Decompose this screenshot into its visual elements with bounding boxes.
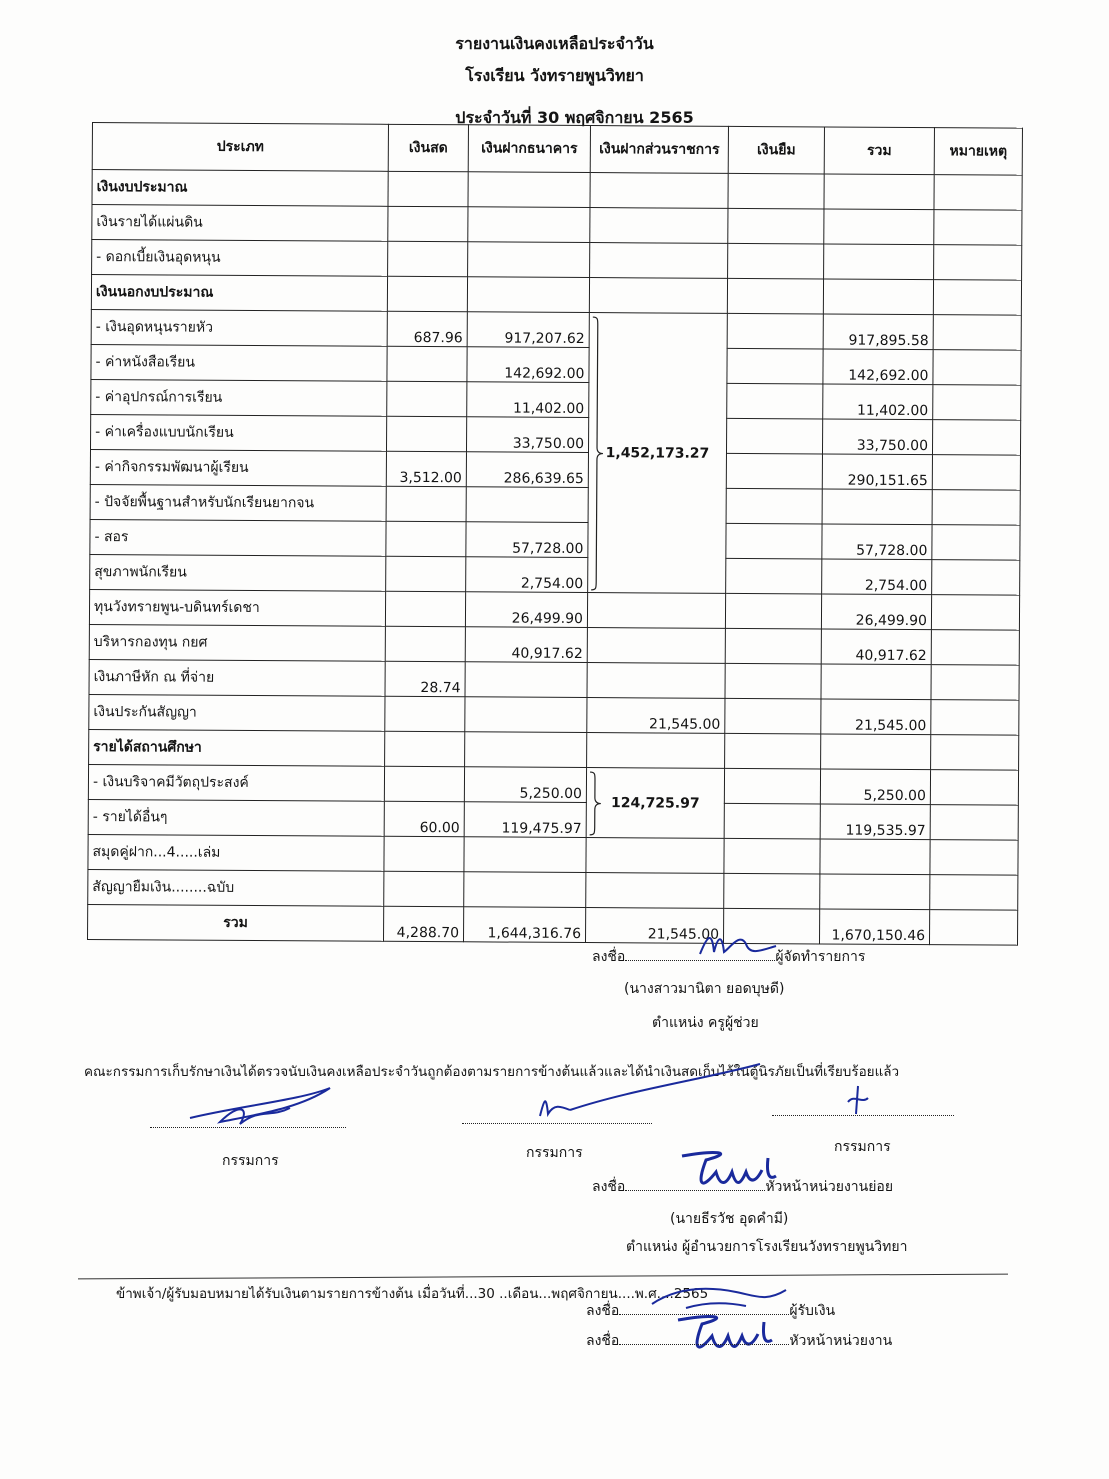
row-label: - ค่าเครื่องแบบนักเรียน bbox=[90, 414, 386, 451]
cell-note bbox=[933, 350, 1021, 386]
cell-bank: 57,728.00 bbox=[466, 522, 588, 558]
cell-total bbox=[824, 244, 934, 280]
cell-cash bbox=[384, 836, 464, 871]
cell-total: 40,917.62 bbox=[821, 629, 931, 665]
cell-bank: 917,207.62 bbox=[467, 312, 589, 348]
cell-bank: 26,499.90 bbox=[465, 592, 587, 628]
cell-note bbox=[932, 420, 1020, 456]
cell-gov bbox=[590, 208, 728, 244]
cell-bank bbox=[466, 487, 588, 523]
table-row bbox=[92, 240, 1022, 281]
cell-loan bbox=[725, 628, 821, 664]
table-row bbox=[88, 764, 1018, 805]
table-row bbox=[89, 659, 1019, 700]
cell-note bbox=[931, 735, 1019, 771]
cell-note bbox=[934, 210, 1022, 246]
cell-total: 57,728.00 bbox=[822, 524, 932, 560]
cell-cash bbox=[385, 591, 465, 626]
cell-loan bbox=[725, 698, 821, 734]
cell-cash bbox=[386, 556, 466, 591]
col-header-type: ประเภท bbox=[92, 123, 388, 172]
cell-note bbox=[930, 875, 1018, 911]
signature-dots bbox=[772, 1115, 954, 1116]
cell-note bbox=[932, 455, 1020, 491]
head-name: (นายธีรวัช อุดคำมี) bbox=[670, 1211, 789, 1227]
cell-loan bbox=[727, 348, 823, 384]
signature-dots bbox=[625, 1190, 765, 1191]
cell-bank bbox=[465, 697, 587, 733]
cell-cash: 60.00 bbox=[384, 801, 464, 836]
cell-loan bbox=[726, 523, 822, 559]
col-header-note: หมายเหตุ bbox=[934, 128, 1022, 176]
row-label: - ค่ากิจกรรมพัฒนาผู้เรียน bbox=[90, 449, 386, 486]
row-label: เงินประกันสัญญา bbox=[89, 694, 385, 731]
cell-loan bbox=[725, 733, 821, 769]
table-row bbox=[89, 694, 1019, 735]
cell-loan bbox=[728, 243, 824, 279]
committee-line-3 bbox=[772, 1104, 954, 1120]
sign-suffix: ผู้จัดทำรายการ bbox=[775, 949, 866, 965]
head-position: ตำแหน่ง ผู้อำนวยการโรงเรียนวังทรายพูนวิทยา bbox=[626, 1239, 908, 1255]
cell-bank bbox=[465, 662, 587, 698]
cell-loan bbox=[727, 383, 823, 419]
col-header-loan: เงินยืม bbox=[728, 126, 824, 174]
cell-bank: 5,250.00 bbox=[464, 767, 586, 803]
row-label: บริหารกองทุน กยศ bbox=[89, 624, 385, 661]
divider bbox=[78, 1274, 1008, 1280]
cell-total bbox=[824, 174, 934, 210]
cell-cash bbox=[386, 416, 466, 451]
table-row bbox=[89, 729, 1019, 770]
row-label: - เงินอุดหนุนรายหัว bbox=[91, 309, 387, 346]
row-label: เงินงบประมาณ bbox=[92, 170, 388, 207]
signature-dots bbox=[150, 1127, 346, 1128]
cell-gov bbox=[590, 173, 728, 209]
total-cash: 4,288.70 bbox=[384, 906, 464, 941]
cell-cash bbox=[384, 871, 464, 906]
sign-prefix: ลงชื่อ bbox=[592, 1179, 626, 1195]
table-row bbox=[89, 624, 1019, 665]
cell-total bbox=[822, 489, 932, 525]
total-bank: 1,644,316.76 bbox=[463, 907, 585, 943]
row-label: เงินรายได้แผ่นดิน bbox=[92, 205, 388, 242]
preparer-name: (นางสาวมานิตา ยอดบุษดี) bbox=[624, 981, 785, 997]
cell-gov bbox=[587, 663, 725, 699]
row-label: - ค่าหนังสือเรียน bbox=[91, 344, 387, 381]
cell-bank: 2,754.00 bbox=[466, 557, 588, 593]
cell-note bbox=[932, 490, 1020, 526]
cell-gov bbox=[586, 838, 724, 874]
cell-loan bbox=[727, 313, 823, 349]
cell-cash bbox=[387, 276, 467, 311]
cell-gov bbox=[589, 278, 727, 314]
cell-gov bbox=[587, 628, 725, 664]
cell-cash bbox=[388, 241, 468, 276]
committee-line-2 bbox=[462, 1112, 652, 1128]
cell-total bbox=[820, 874, 930, 910]
cell-total bbox=[821, 734, 931, 770]
cell-total bbox=[821, 664, 931, 700]
cell-bank: 40,917.62 bbox=[465, 627, 587, 663]
cell-loan bbox=[726, 418, 822, 454]
cell-total: 21,545.00 bbox=[821, 699, 931, 735]
cell-cash bbox=[387, 346, 467, 381]
row-label: - ดอกเบี้ยเงินอุดหนุน bbox=[92, 240, 388, 277]
receipt-statement: ข้าพเจ้า/ผู้รับมอบหมายได้รับเงินตามรายการข้างต้น เมื่อวันที่...30 ..เดือน...พฤศจิกายน....พ.ศ....2565 bbox=[116, 1286, 709, 1302]
total-gov: 21,545.00 bbox=[585, 908, 723, 944]
table-row bbox=[90, 449, 1020, 490]
cell-cash bbox=[388, 171, 468, 206]
table-row bbox=[90, 414, 1020, 455]
report-date: ประจำวันที่ 30 พฤศจิกายน 2565 bbox=[455, 108, 694, 127]
total-label: รวม bbox=[88, 904, 384, 941]
cell-note bbox=[930, 770, 1018, 806]
cell-cash: 28.74 bbox=[385, 661, 465, 696]
cell-note bbox=[930, 805, 1018, 841]
col-header-bank: เงินฝากธนาคาร bbox=[468, 125, 590, 173]
cell-cash bbox=[387, 381, 467, 416]
cell-bank bbox=[464, 837, 586, 873]
row-label: รายได้สถานศึกษา bbox=[89, 729, 385, 766]
sign-suffix: ผู้รับเงิน bbox=[789, 1303, 836, 1319]
cell-loan bbox=[728, 173, 824, 209]
grouping-brace bbox=[589, 768, 603, 838]
signature-dots bbox=[619, 1344, 789, 1345]
cell-bank: 11,402.00 bbox=[467, 382, 589, 418]
cell-note bbox=[931, 630, 1019, 666]
cell-bank bbox=[468, 207, 590, 243]
cell-loan bbox=[728, 208, 824, 244]
table-row bbox=[89, 589, 1019, 630]
cell-loan bbox=[725, 593, 821, 629]
table-row bbox=[91, 379, 1021, 420]
row-label: - เงินบริจาคมีวัตถุประสงค์ bbox=[88, 764, 384, 801]
table-row bbox=[91, 344, 1021, 385]
preparer-signature bbox=[690, 926, 780, 966]
cell-loan bbox=[726, 558, 822, 594]
cell-cash: 3,512.00 bbox=[386, 451, 466, 486]
committee-line-1 bbox=[150, 1116, 346, 1132]
sign-suffix: หัวหน้าหน่วยงานย่อย bbox=[765, 1179, 894, 1195]
head-sign-line bbox=[592, 1176, 893, 1198]
cell-cash bbox=[388, 206, 468, 241]
grouped-gov-deposit-1: 1,452,173.27 bbox=[588, 313, 728, 594]
col-header-gov: เงินฝากส่วนราชการ bbox=[590, 126, 728, 174]
cell-total: 5,250.00 bbox=[820, 769, 930, 805]
cell-total bbox=[820, 839, 930, 875]
cell-total: 290,151.65 bbox=[822, 454, 932, 490]
committee-signature-2 bbox=[530, 1060, 770, 1120]
cell-note bbox=[931, 665, 1019, 701]
cell-note bbox=[934, 175, 1022, 211]
row-label: สัญญายืมเงิน........ฉบับ bbox=[88, 869, 384, 906]
cell-total: 11,402.00 bbox=[823, 384, 933, 420]
cell-loan bbox=[726, 453, 822, 489]
committee-label-2: กรรมการ bbox=[526, 1145, 583, 1161]
cell-gov: 21,545.00 bbox=[587, 698, 725, 734]
cell-note bbox=[931, 595, 1019, 631]
cell-bank bbox=[467, 277, 589, 313]
cell-loan bbox=[724, 838, 820, 874]
committee-label-1: กรรมการ bbox=[222, 1153, 279, 1169]
cell-note bbox=[934, 245, 1022, 281]
cell-bank: 119,475.97 bbox=[464, 802, 586, 838]
row-label: - รายได้อื่นๆ bbox=[88, 799, 384, 836]
cell-note bbox=[933, 280, 1021, 316]
cell-cash: 687.96 bbox=[387, 311, 467, 346]
col-header-cash: เงินสด bbox=[388, 124, 468, 171]
cell-total: 917,895.58 bbox=[823, 314, 933, 350]
total-note bbox=[929, 910, 1017, 946]
cell-cash bbox=[384, 766, 464, 801]
cell-note bbox=[931, 700, 1019, 736]
cell-loan bbox=[726, 488, 822, 524]
row-label: - ค่าอุปกรณ์การเรียน bbox=[91, 379, 387, 416]
table-row bbox=[90, 484, 1020, 525]
row-label: สมุดคู่ฝาก...4.....เล่ม bbox=[88, 834, 384, 871]
row-label: - ปัจจัยพื้นฐานสำหรับนักเรียนยากจน bbox=[90, 484, 386, 521]
cell-cash bbox=[386, 486, 466, 521]
cell-cash bbox=[385, 731, 465, 766]
table-row bbox=[90, 554, 1020, 595]
balance-table bbox=[87, 122, 1023, 946]
cell-note bbox=[932, 560, 1020, 596]
cell-loan bbox=[724, 768, 820, 804]
cell-total bbox=[823, 279, 933, 315]
cell-note bbox=[933, 315, 1021, 351]
grouped-gov-deposit-2: 124,725.97 bbox=[586, 768, 724, 839]
cell-loan bbox=[724, 803, 820, 839]
row-label: - สอร bbox=[90, 519, 386, 556]
cell-loan bbox=[725, 663, 821, 699]
cell-loan bbox=[727, 278, 823, 314]
total-row bbox=[88, 904, 1018, 945]
cell-note bbox=[932, 525, 1020, 561]
sign-prefix: ลงชื่อ bbox=[586, 1303, 620, 1319]
cell-bank: 286,639.65 bbox=[466, 452, 588, 488]
cell-total bbox=[824, 209, 934, 245]
committee-label-3: กรรมการ bbox=[834, 1139, 891, 1155]
cell-bank bbox=[468, 242, 590, 278]
row-label: สุขภาพนักเรียน bbox=[90, 554, 386, 591]
total-total: 1,670,150.46 bbox=[819, 909, 929, 945]
table-row bbox=[88, 799, 1018, 840]
cell-bank: 142,692.00 bbox=[467, 347, 589, 383]
committee-statement: คณะกรรมการเก็บรักษาเงินได้ตรวจนับเงินคงเหลือประจำวันถูกต้องตามรายการข้างต้นแล้วและได้นำเงินสดเก็บไว้ในตู้นิรภัยเป็นที่เรียบร้อยแล้ว bbox=[84, 1064, 900, 1080]
sign-prefix: ลงชื่อ bbox=[586, 1333, 620, 1349]
preparer-position: ตำแหน่ง ครูผู้ช่วย bbox=[652, 1015, 759, 1031]
table-row bbox=[92, 170, 1022, 211]
cell-total: 26,499.90 bbox=[821, 594, 931, 630]
cell-gov bbox=[587, 733, 725, 769]
table-row bbox=[91, 309, 1021, 350]
table-row bbox=[88, 834, 1018, 875]
signature-dots bbox=[462, 1123, 652, 1124]
report-title: รายงานเงินคงเหลือประจำวัน bbox=[455, 34, 654, 53]
cell-bank bbox=[464, 872, 586, 908]
cell-total: 33,750.00 bbox=[822, 419, 932, 455]
cell-total: 2,754.00 bbox=[822, 559, 932, 595]
table-row bbox=[90, 519, 1020, 560]
cell-bank: 33,750.00 bbox=[466, 417, 588, 453]
cell-cash bbox=[385, 696, 465, 731]
cell-bank bbox=[465, 732, 587, 768]
school-name: โรงเรียน วังทรายพูนวิทยา bbox=[465, 66, 644, 85]
table-row bbox=[91, 275, 1021, 316]
col-header-total: รวม bbox=[824, 127, 934, 175]
cell-total: 142,692.00 bbox=[823, 349, 933, 385]
table-row bbox=[88, 869, 1018, 910]
row-label: ทุนวังทรายพูน-บดินทร์เดชา bbox=[89, 589, 385, 626]
cell-gov bbox=[586, 873, 724, 909]
cell-cash bbox=[385, 626, 465, 661]
row-label: เงินภาษีหัก ณ ที่จ่าย bbox=[89, 659, 385, 696]
cell-bank bbox=[468, 172, 590, 208]
table-row bbox=[92, 205, 1022, 246]
row-label: เงินนอกงบประมาณ bbox=[91, 275, 387, 312]
cell-note bbox=[930, 840, 1018, 876]
cell-cash bbox=[386, 521, 466, 556]
cell-total: 119,535.97 bbox=[820, 804, 930, 840]
head-unit-sign-line bbox=[586, 1330, 892, 1352]
grouping-brace bbox=[590, 313, 606, 593]
cell-gov bbox=[587, 593, 725, 629]
table-header-row bbox=[92, 123, 1022, 176]
cell-loan bbox=[724, 873, 820, 909]
cell-gov bbox=[590, 243, 728, 279]
sign-prefix: ลงชื่อ bbox=[592, 949, 626, 965]
cell-note bbox=[933, 385, 1021, 421]
sign-suffix: หัวหน้าหน่วยงาน bbox=[789, 1333, 893, 1349]
